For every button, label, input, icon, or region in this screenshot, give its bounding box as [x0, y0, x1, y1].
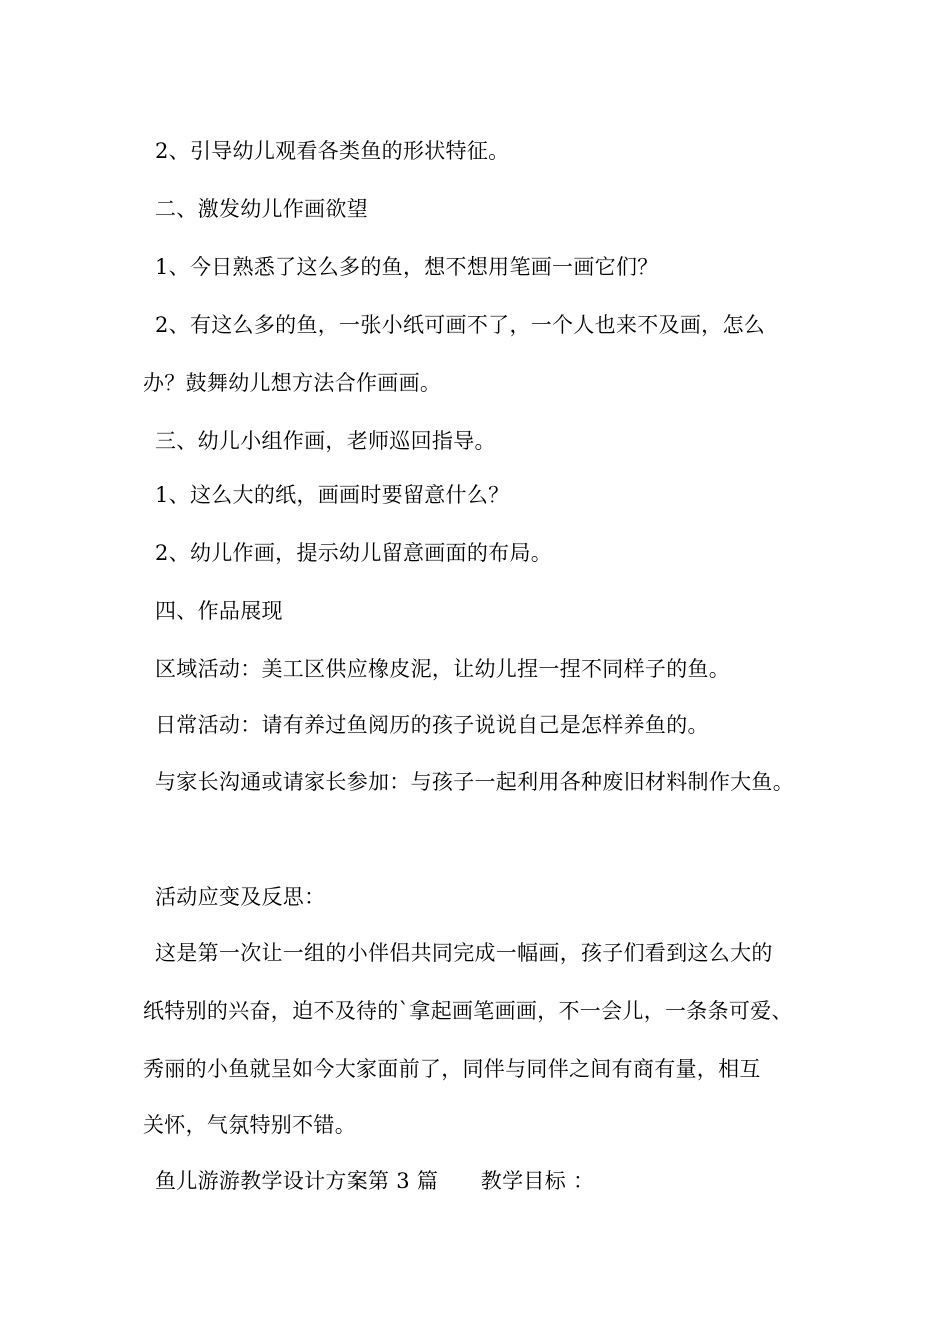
section-heading: 四、作品展现 — [155, 599, 283, 623]
text-line: 2、有这么多的鱼，一张小纸可画不了，一个人也来不及画，怎么 — [155, 313, 766, 337]
text-line: 2、引导幼儿观看各类鱼的形状特征。 — [155, 139, 510, 163]
text-line: 1、这么大的纸，画画时要留意什么？ — [155, 483, 510, 507]
text-line: 这是第一次让一组的小伴侣共同完成一幅画，孩子们看到这么大的 — [155, 941, 773, 965]
section-heading: 活动应变及反思： — [155, 885, 326, 909]
text-line: 纸特别的兴奋，迫不及待的`拿起画笔画画，不一会儿，一条条可爱、 — [143, 999, 793, 1023]
section-heading: 二、激发幼儿作画欲望 — [155, 197, 368, 221]
text-line: 办？鼓舞幼儿想方法合作画画。 — [143, 371, 442, 395]
text-line: 区域活动：美工区供应橡皮泥，让幼儿捏一捏不同样子的鱼。 — [155, 657, 731, 681]
text-line: 日常活动：请有养过鱼阅历的孩子说说自己是怎样养鱼的。 — [155, 713, 709, 737]
text-line: 关怀，气氛特别不错。 — [143, 1113, 356, 1137]
text-line: 秀丽的小鱼就呈如今大家面前了，同伴与同伴之间有商有量，相互 — [143, 1057, 761, 1081]
text-line: 1、今日熟悉了这么多的鱼，想不想用笔画一画它们？ — [155, 255, 659, 279]
section-heading: 三、幼儿小组作画，老师巡回指导。 — [155, 429, 496, 453]
text-line: 2、幼儿作画，提示幼儿留意画面的布局。 — [155, 541, 553, 565]
text-line: 与家长沟通或请家长参加：与孩子一起利用各种废旧材料制作大鱼。 — [155, 770, 794, 794]
section-heading: 鱼儿游游教学设计方案第 3 篇 教学目标 ： — [155, 1169, 595, 1193]
